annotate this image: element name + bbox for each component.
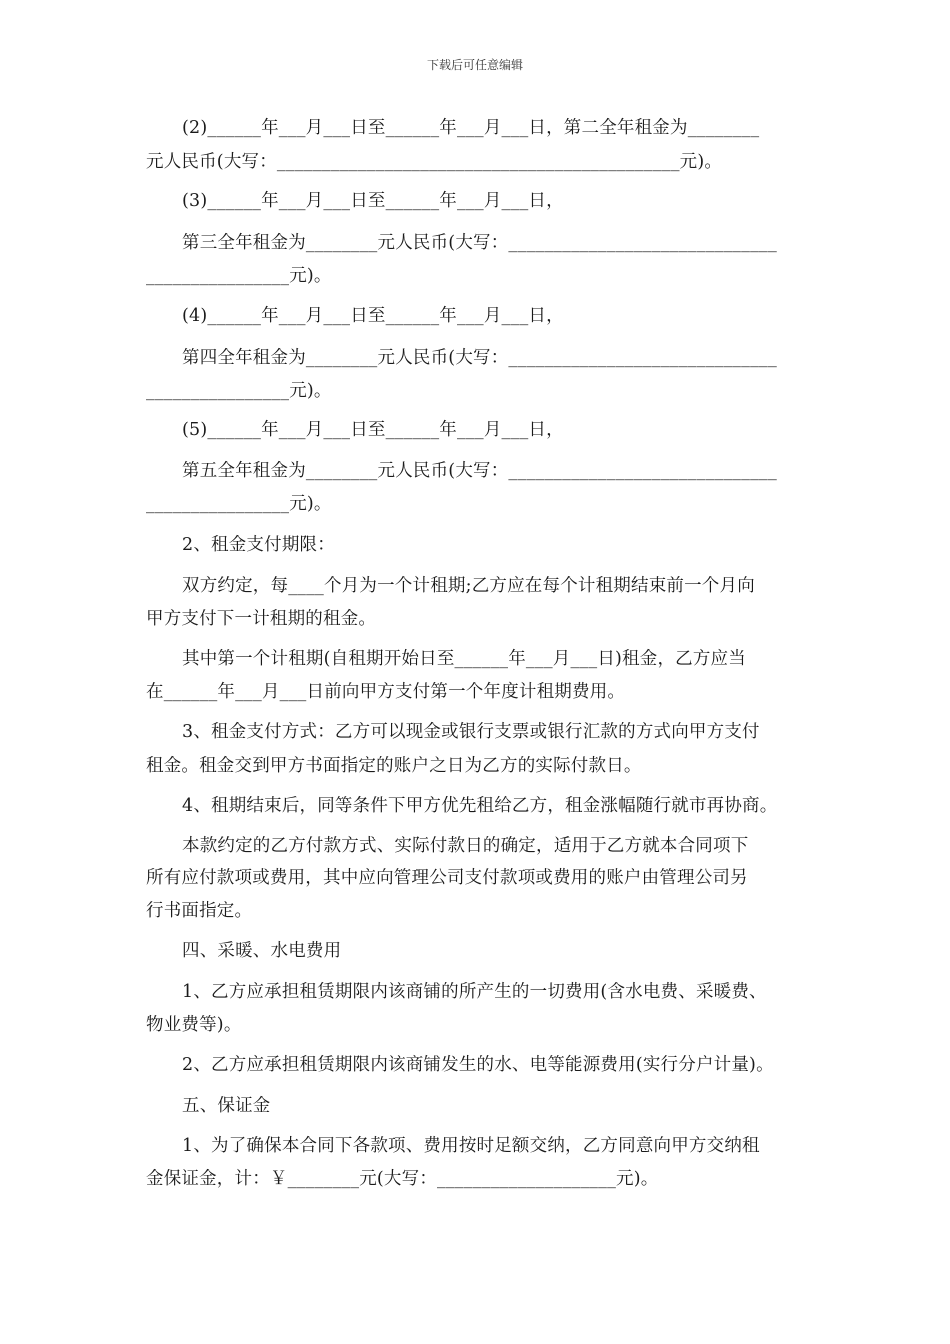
paragraph-line: (5)______年___月___日至______年___月___日， <box>182 420 564 440</box>
paragraph-line: 双方约定，每____个月为一个计租期;乙方应在每个计租期结束前一个月向 <box>182 576 755 596</box>
paragraph-line: 租金。租金交到甲方书面指定的账户之日为乙方的实际付款日。 <box>146 756 642 776</box>
paragraph-line: 3、租金支付方式：乙方可以现金或银行支票或银行汇款的方式向甲方支付 <box>182 722 760 742</box>
paragraph-line: 元人民币(大写：_____________________________________________元)。 <box>146 152 723 172</box>
paragraph-line: 其中第一个计租期(自租期开始日至______年___月___日)租金，乙方应当 <box>182 649 746 669</box>
paragraph-line: 第四全年租金为________元人民币(大写：______________________________ <box>182 348 777 368</box>
section-heading: 四、采暖、水电费用 <box>182 941 342 961</box>
paragraph-line: (3)______年___月___日至______年___月___日， <box>182 191 564 211</box>
paragraph-line: (2)______年___月___日至______年___月___日，第二全年租金为________ <box>182 118 760 138</box>
paragraph-line: 1、为了确保本合同下各款项、费用按时足额交纳，乙方同意向甲方交纳租 <box>182 1136 760 1156</box>
paragraph-line: 物业费等)。 <box>146 1015 242 1035</box>
paragraph-line: 第三全年租金为________元人民币(大写：______________________________ <box>182 233 777 253</box>
paragraph-line: ________________元)。 <box>146 266 332 286</box>
paragraph-line: ________________元)。 <box>146 381 332 401</box>
paragraph-line: 本款约定的乙方付款方式、实际付款日的确定，适用于乙方就本合同项下 <box>182 836 749 856</box>
paragraph-line: (4)______年___月___日至______年___月___日， <box>182 306 564 326</box>
paragraph-line: 所有应付款项或费用，其中应向管理公司支付款项或费用的账户由管理公司另 <box>146 868 748 888</box>
paragraph-line: ________________元)。 <box>146 494 332 514</box>
paragraph-line: 行书面指定。 <box>146 901 253 921</box>
section-heading: 2、租金支付期限： <box>182 535 335 555</box>
paragraph-line: 甲方支付下一计租期的租金。 <box>146 609 377 629</box>
paragraph-line: 在______年___月___日前向甲方支付第一个年度计租期费用。 <box>146 682 626 702</box>
paragraph-line: 1、乙方应承担租赁期限内该商铺的所产生的一切费用(含水电费、采暖费、 <box>182 982 767 1002</box>
paragraph-line: 2、乙方应承担租赁期限内该商铺发生的水、电等能源费用(实行分户计量)。 <box>182 1055 774 1075</box>
paragraph-line: 金保证金，计：￥________元(大写：____________________元)。 <box>146 1169 659 1189</box>
page-header-note: 下载后可任意编辑 <box>426 58 523 72</box>
paragraph-line: 第五全年租金为________元人民币(大写：______________________________ <box>182 461 777 481</box>
section-heading: 五、保证金 <box>182 1096 271 1116</box>
paragraph-line: 4、租期结束后，同等条件下甲方优先租给乙方，租金涨幅随行就市再协商。 <box>182 796 778 816</box>
